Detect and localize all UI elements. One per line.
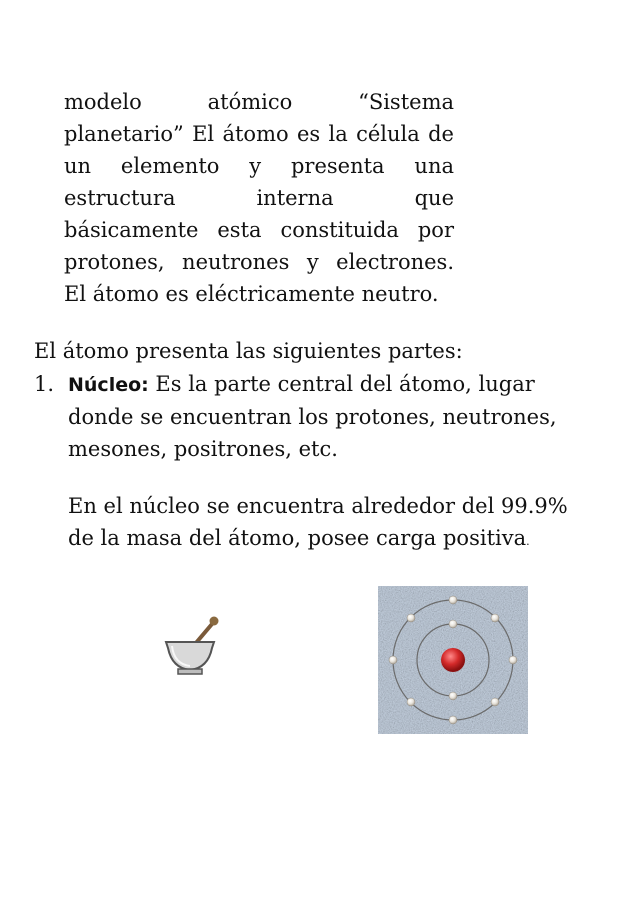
paragraph-line: un elemento y presenta una xyxy=(64,154,454,178)
paragraph-line: básicamente esta constituida por xyxy=(64,218,454,242)
paragraph-line: protones, neutrones y electrones. xyxy=(64,250,454,274)
list-line xyxy=(68,368,598,401)
paragraph-line: modelo atómico “Sistema xyxy=(64,90,454,114)
nucleus-mass-paragraph xyxy=(68,490,568,558)
list-number: 1. xyxy=(34,372,55,396)
paragraph-text: de la masa del átomo, posee carga positiva xyxy=(68,526,527,550)
paragraph-line: El átomo es eléctricamente neutro. xyxy=(64,282,439,306)
intro-paragraph xyxy=(64,86,454,310)
list-item-body xyxy=(68,368,598,465)
trailing-period: . xyxy=(526,535,530,548)
list-line: mesones, positrones, etc. xyxy=(68,437,338,461)
term-nucleus: Núcleo: xyxy=(68,374,149,396)
paragraph-line xyxy=(68,522,568,558)
paragraph-line: estructura interna que xyxy=(64,186,454,210)
atom-model-icon xyxy=(378,586,528,734)
paragraph-line: planetario” El átomo es la célula de xyxy=(64,122,454,146)
list-line: donde se encuentran los protones, neutrones, xyxy=(68,405,557,429)
mortar-and-pestle-icon xyxy=(160,612,220,684)
parts-intro: El átomo presenta las siguientes partes: xyxy=(34,339,463,363)
paragraph-line: En el núcleo se encuentra alrededor del 99.9% xyxy=(68,494,568,518)
definition-text: Es la parte central del átomo, lugar xyxy=(148,372,535,396)
